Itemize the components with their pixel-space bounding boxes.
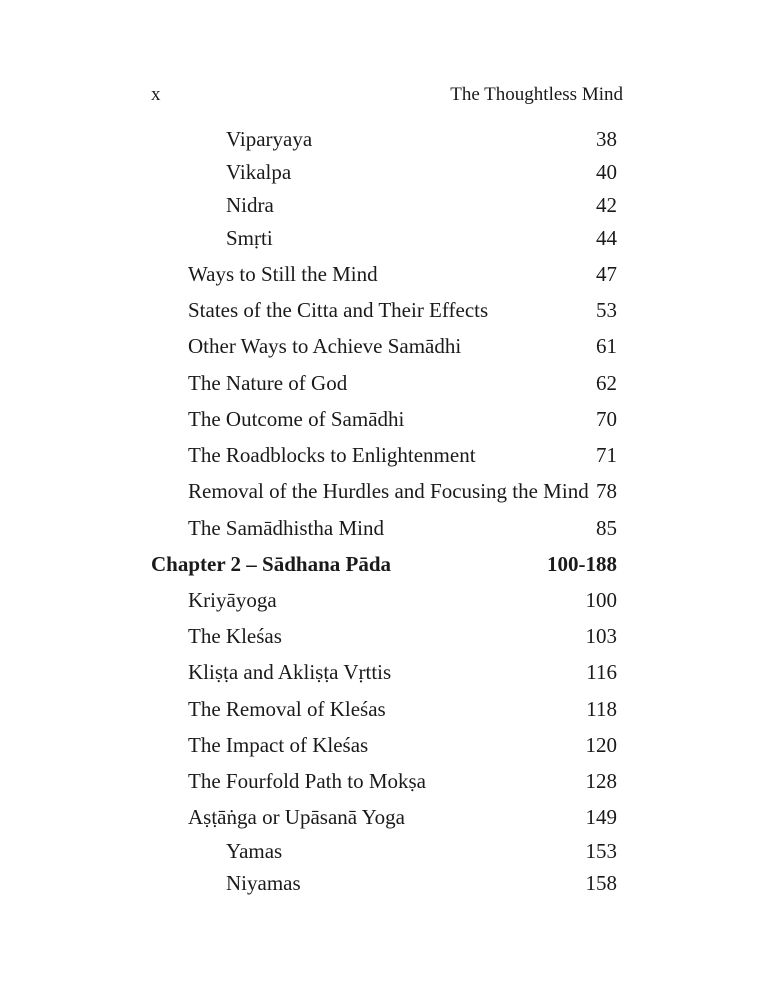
toc-entry-page: 128 [585,769,617,793]
toc-entry [0,190,773,220]
toc-entry-title: Ways to Still the Mind [188,262,378,286]
toc-entry-page: 100-188 [547,552,617,576]
toc-entry-title: Smṛti [226,226,273,250]
toc-entry-page: 44 [596,226,617,250]
toc-entry-page: 100 [585,588,617,612]
toc-entry [0,331,773,361]
toc-entry [0,368,773,398]
toc-entry-page: 78 [596,479,617,503]
toc-entry-title: The Fourfold Path to Mokṣa [188,769,426,793]
toc-entry-title: Viparyaya [226,127,313,151]
toc-entry-title: Niyamas [226,871,301,895]
toc-entry-page: 149 [585,805,617,829]
toc-entry [0,585,773,615]
toc-entry-title: Kriyāyoga [188,588,277,612]
toc-entry-page: 85 [596,516,617,540]
toc-entry [0,124,773,154]
toc-entry-page: 158 [585,871,617,895]
toc-entry-page: 103 [585,624,617,648]
toc-entry-title: States of the Citta and Their Effects [188,298,489,322]
toc-entry [0,295,773,325]
toc-entry [0,259,773,289]
toc-entry-title: The Nature of God [188,371,348,395]
running-title: The Thoughtless Mind [450,84,623,105]
toc-entry-page: 62 [596,371,617,395]
toc-entry [0,223,773,253]
toc-entry-page: 38 [596,127,617,151]
toc-entry-page: 40 [596,160,617,184]
toc-entry-title: The Outcome of Samādhi [188,407,405,431]
toc-entry [0,476,773,506]
toc-entry [0,802,773,832]
toc-entry-title: Nidra [226,193,274,217]
toc-entry-title: Yamas [226,839,283,863]
toc-entry [0,157,773,187]
toc-entry-title: The Kleśas [188,624,282,648]
page-header [151,84,623,108]
toc-entry-page: 118 [586,697,617,721]
toc-chapter-entry [0,549,773,579]
toc-entry-title: Vikalpa [226,160,292,184]
toc-entry-title: The Samādhistha Mind [188,516,384,540]
toc-entry [0,766,773,796]
toc-entry-page: 47 [596,262,617,286]
toc-entry [0,404,773,434]
toc-entry [0,513,773,543]
toc-entry-page: 71 [596,443,617,467]
toc-entry-page: 70 [596,407,617,431]
toc-entry [0,730,773,760]
toc-entry-page: 153 [585,839,617,863]
toc-entry [0,694,773,724]
toc-entry [0,440,773,470]
toc-entry-page: 53 [596,298,617,322]
toc-entry-title: Other Ways to Achieve Samādhi [188,334,462,358]
toc-entry [0,868,773,898]
toc-entry-title: The Removal of Kleśas [188,697,386,721]
toc-entry-page: 61 [596,334,617,358]
toc-entry-page: 120 [585,733,617,757]
toc-entry-page: 116 [586,660,617,684]
toc-entry-title: Aṣṭāṅga or Upāsanā Yoga [188,805,405,829]
toc-entry [0,657,773,687]
toc-entry-title: Removal of the Hurdles and Focusing the Mind [188,479,589,503]
toc-entry [0,836,773,866]
toc-entry-title: The Roadblocks to Enlightenment [188,443,476,467]
page-number: x [151,84,161,105]
toc-entry-title: Chapter 2 – Sādhana Pāda [151,552,392,576]
toc-entry-title: The Impact of Kleśas [188,733,369,757]
toc-entry [0,621,773,651]
toc-entry-title: Kliṣṭa and Akliṣṭa Vṛttis [188,660,392,684]
toc-entry-page: 42 [596,193,617,217]
